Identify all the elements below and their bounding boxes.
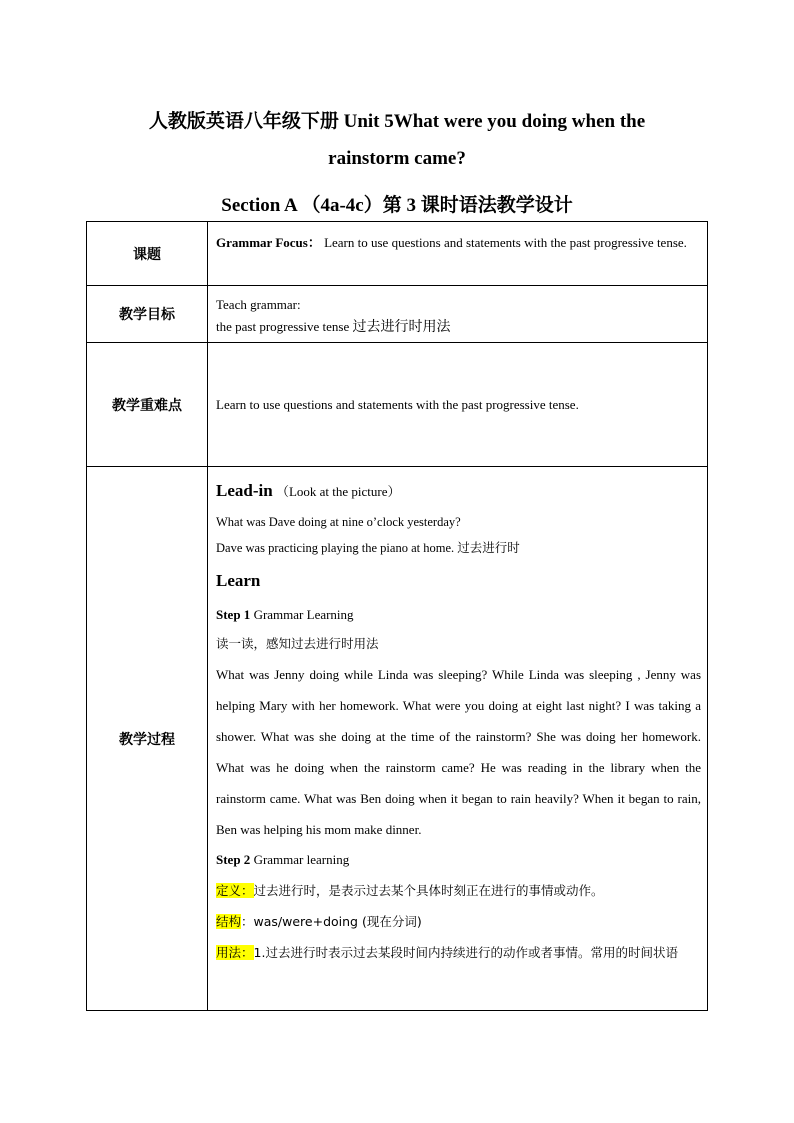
document-title-line-1: 人教版英语八年级下册 Unit 5What were you doing when the <box>148 111 646 132</box>
leadin-answer: Dave was practicing playing the piano at home. 过去进行时 <box>216 541 520 555</box>
step1-text: Grammar Learning <box>250 607 354 622</box>
topic-content <box>208 222 708 286</box>
leadin-title: Lead-in <box>216 481 273 500</box>
definition-label: 定义： <box>216 883 254 898</box>
table-row-key <box>87 343 708 467</box>
step2-bold: Step 2 <box>216 852 251 867</box>
topic-bold: Grammar Focus： <box>216 235 321 250</box>
goal-line-1: Teach grammar: <box>216 297 301 312</box>
step1-heading <box>216 601 701 629</box>
step2-heading <box>216 845 701 875</box>
lesson-plan-table <box>86 221 708 1011</box>
document-title-line-3: Section A （4a-4c）第 3 课时语法教学设计 <box>221 195 573 216</box>
goal-line-2 <box>216 316 701 338</box>
usage-text: 1.过去进行时表示过去某段时间内持续进行的动作或者事情。常用的时间状语 <box>253 945 678 960</box>
leadin-heading <box>216 473 701 509</box>
step2-text: Grammar learning <box>250 852 350 867</box>
usage-line <box>216 937 701 968</box>
leadin-note: （Look at the picture） <box>275 484 401 499</box>
step1-paragraph: What was Jenny doing while Linda was sleeping? While Linda was sleeping , Jenny was helping Mary with her homework. What were you doing at eight last night? I was taking a shower. What was she doing at the time of the rainstorm? She was doing her homework. What was he doing when the rainstorm came? He was reading in the library when the rainstorm came. What was Ben doing when it began to rain heavily? When it began to rain, Ben was helping his mom make dinner. <box>216 667 701 837</box>
structure-label: 结构 <box>216 914 242 929</box>
process-content <box>208 467 708 1011</box>
goal-label: 教学目标 <box>87 286 208 343</box>
usage-label: 用法： <box>216 945 254 960</box>
table-row-process <box>87 467 708 1011</box>
goal-content <box>208 286 708 343</box>
learn-title: Learn <box>216 571 261 590</box>
table-row-goal <box>87 286 708 343</box>
process-label: 教学过程 <box>87 467 208 1011</box>
table-row-topic <box>87 222 708 286</box>
structure-text: ：was/were+doing (现在分词) <box>241 914 422 929</box>
goal-line-2-en: the past progressive tense <box>216 319 353 334</box>
step1-sub: 读一读，感知过去进行时用法 <box>216 636 379 651</box>
step1-bold: Step 1 <box>216 607 251 622</box>
key-content <box>208 343 708 467</box>
topic-label: 课题 <box>87 222 208 286</box>
goal-line-2-cn: 过去进行时用法 <box>352 319 451 335</box>
document-title-line-2: rainstorm came? <box>328 148 466 169</box>
definition-line <box>216 875 701 906</box>
key-label: 教学重难点 <box>87 343 208 467</box>
definition-text: 过去进行时，是表示过去某个具体时刻正在进行的事情或动作。 <box>253 883 604 898</box>
key-text: Learn to use questions and statements with the past progressive tense. <box>216 396 579 412</box>
topic-text: Learn to use questions and statements with the past progressive tense. <box>320 235 687 250</box>
structure-line <box>216 906 701 937</box>
leadin-question: What was Dave doing at nine o’clock yesterday? <box>216 515 461 529</box>
